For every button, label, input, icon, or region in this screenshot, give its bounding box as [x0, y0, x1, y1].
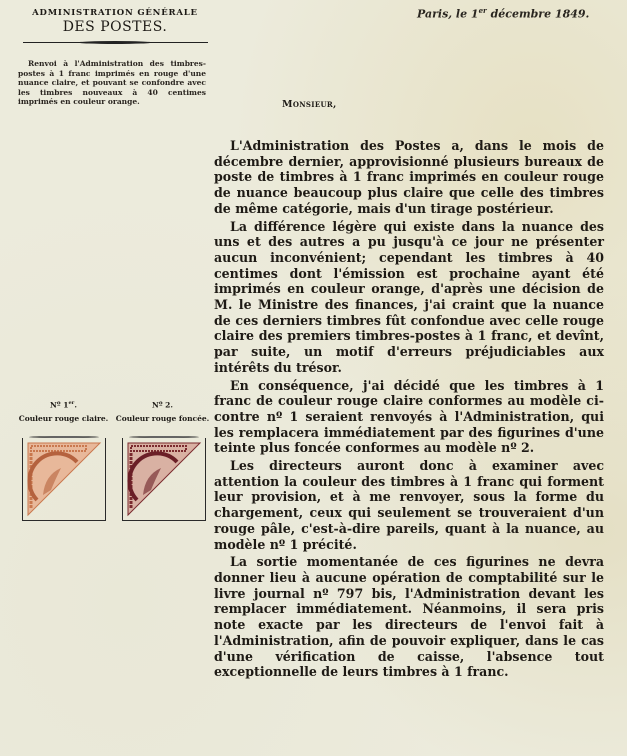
stamp-number [115, 400, 210, 410]
stamp-frame [122, 438, 206, 521]
letterhead [20, 8, 210, 44]
bisected-stamp-dark-icon [125, 440, 203, 518]
bisected-stamp-light-icon [25, 440, 103, 518]
des-postes-title: DES POSTES. [62, 19, 168, 35]
letter-body [214, 138, 604, 682]
ornamental-rule [23, 41, 208, 44]
paragraph-4: Les directeurs auront donc à examiner avec attention la couleur des timbres à 1 franc qui forment leur provision, et à me renvoyer, sous la forme du chargement, ceux qui seulement se trouveraient d'un rouge pâle, c'est-à-dire pareils, quant à la nuance, au modèle nº 1 précité. [214, 458, 604, 552]
salutation: Monsieur, [282, 99, 337, 110]
stamp-sample-1 [16, 400, 111, 423]
administration-generale-label: ADMINISTRATION GÉNÉRALE [32, 8, 198, 18]
paragraph-2: La différence légère qui existe dans la nuance des uns et des autres a pu jusqu'à ce jour ne présenter aucun inconvénient; cependant les timbres à 40 centimes dont l'émission est prochaine ayant été imprimés en couleur orange, d'après une décision de M. le Ministre des finances, j'ai craint que la nuance de ces derniers timbres fût confondue avec celle rouge claire des premiers timbres-postes à 1 franc, et devînt, par suite, un motif d'erreurs préjudiciables aux intérêts du trésor. [214, 218, 604, 375]
paragraph-3: En conséquence, j'ai décidé que les timbres à 1 franc de couleur rouge claire conformes au modèle ci-contre nº 1 seraient renvoyés à l'Administration, qui les remplacera immédiatement par des figurines d'une teinte plus foncée conformes au modèle nº 2. [214, 377, 604, 456]
stamp-number [16, 400, 111, 410]
stamp-number-text: Nº 1 [50, 400, 69, 410]
summary-note [18, 59, 206, 107]
date-prefix: Paris, le 1 [417, 7, 479, 21]
date-sup: er [478, 6, 487, 15]
date-line [417, 6, 589, 21]
stamp-caption: Couleur rouge foncée. [115, 413, 210, 423]
paragraph-1: L'Administration des Postes a, dans le mois de décembre dernier, approvisionné plusieurs bureaux de poste de timbres à 1 franc imprimés en couleur rouge de nuance beaucoup plus claire que celle des timbres de même catégorie, mais d'un tirage postérieur. [214, 138, 604, 216]
date-suffix: décembre 1849. [486, 7, 590, 21]
stamp-number-text: Nº 2 [151, 400, 171, 410]
paragraph-5: La sortie momentanée de ces figurines ne devra donner lieu à aucune opération de comptabilité sur le livre journal nº 797 bis, l'Administration devant les remplacer immédiatement. Néanmoins, il sera pris note exacte par les directeurs de l'envoi fait à l'Administration, afin de pouvoir expliquer, dans le cas d'une vérification de caisse, l'absence tout exceptionnelle de leurs timbres à 1 franc. [214, 554, 604, 680]
stamp-number-suffix: . [170, 400, 174, 410]
stamp-sample-2 [115, 400, 210, 423]
stamp-caption: Couleur rouge claire. [18, 413, 109, 423]
summary-text: Renvoi à l'Administration des timbres-postes à 1 franc imprimés en rouge d'une nuance claire, et pouvant se confondre avec les timbres nouveaux à 40 centimes imprimés en couleur orange. [18, 59, 206, 106]
stamp-number-suffix: . [74, 400, 77, 410]
stamp-frame [22, 438, 106, 521]
stamp-number-sup: er [68, 400, 75, 406]
